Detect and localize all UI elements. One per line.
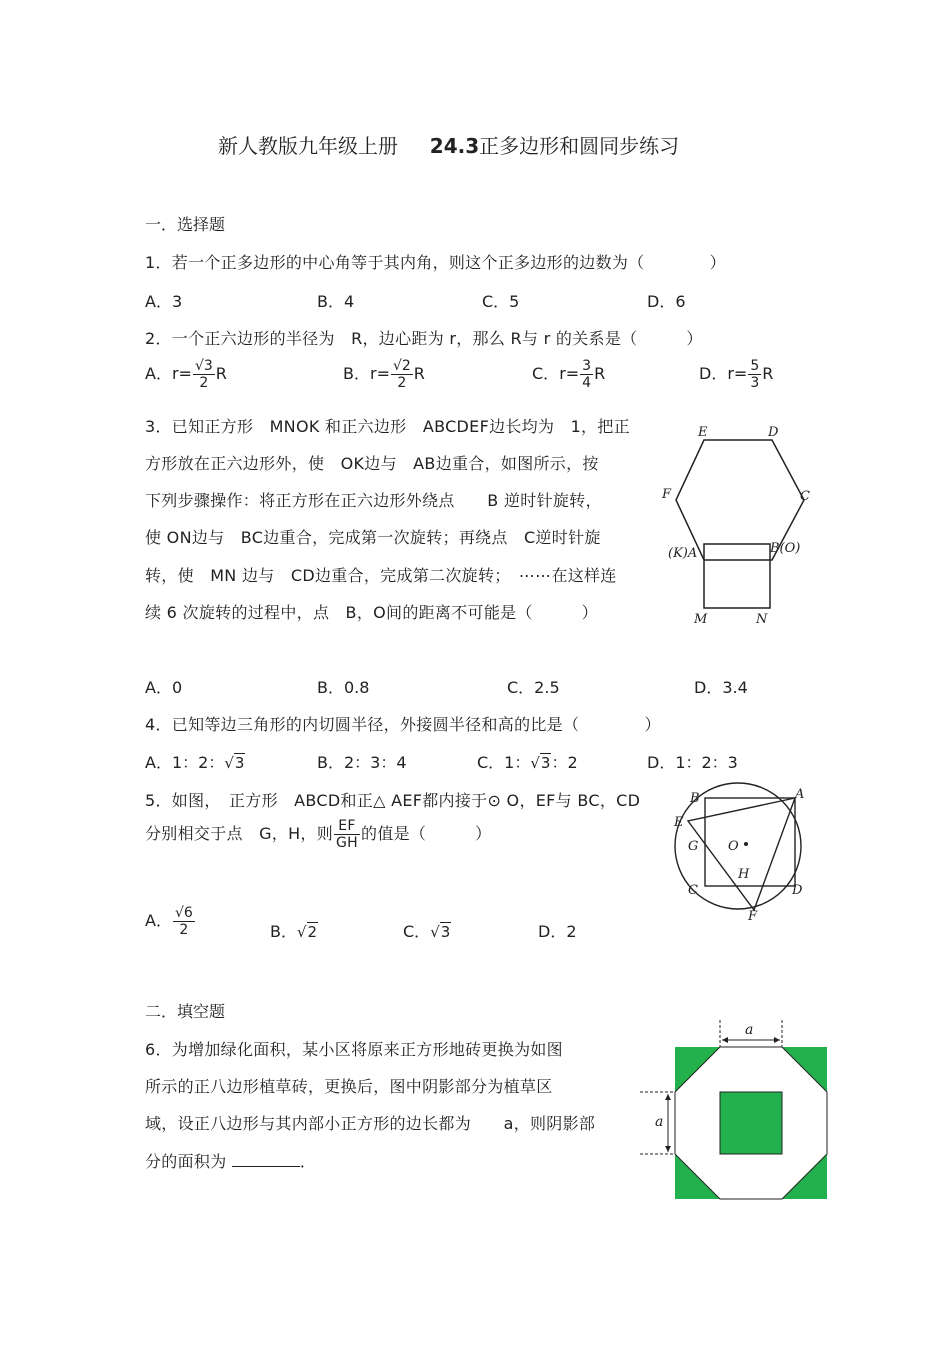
label-c: C	[688, 883, 698, 898]
q5-line-2: 分别相交于点 G，H，则 $\frac{EF}{GH}$ 的值是（ ）	[145, 818, 492, 851]
arrow-head	[774, 1037, 780, 1043]
inner-green-square	[720, 1092, 782, 1154]
q3-hexagon-square-figure	[660, 420, 820, 635]
q1-option-a: A．3	[145, 292, 183, 311]
title-num: 24.3	[429, 134, 480, 158]
q5-option-c: C．√3	[403, 922, 451, 941]
q1-option-c: C．5	[482, 292, 520, 311]
q5-option-a: A． $\frac{√6}{2}$	[145, 905, 193, 938]
label-c: C	[800, 489, 810, 504]
q4-option-a: A．1：2：√3	[145, 753, 245, 772]
sqrt-symbol: √3	[430, 923, 451, 941]
fraction: $\frac{√6}{2}$	[174, 905, 193, 938]
arrow-head	[665, 1146, 671, 1152]
label-g: G	[688, 839, 699, 854]
q6-line-4: 分的面积为 ．	[145, 1152, 317, 1171]
q4-stem: 4．已知等边三角形的内切圆半径，外接圆半径和高的比是（ ）	[145, 715, 661, 734]
q5-option-d: D．2	[538, 922, 577, 941]
q4-option-b: B．2：3：4	[317, 753, 407, 772]
center-dot	[744, 842, 748, 846]
q2-option-b: B．r= $\frac{√2}{2}$ R	[343, 358, 425, 391]
q5-option-b: B．√2	[270, 922, 318, 941]
q6-octagon-tile-figure	[640, 1020, 830, 1202]
q5-line-1: 5．如图， 正方形 ABCD和正△ AEF都内接于⊙ O，EF与 BC，CD	[145, 791, 641, 810]
label-a-left: a	[655, 1114, 664, 1130]
q2-option-a: A．r= $\frac{√3}{2}$ R	[145, 358, 227, 391]
q4-option-d: D．1：2：3	[647, 753, 738, 772]
q6-line-2: 所示的正八边形植草砖，更换后，图中阴影部分为植草区	[145, 1077, 553, 1096]
label-d: D	[792, 883, 803, 898]
fraction: $\frac{√3}{2}$	[194, 358, 213, 391]
square-abcd	[705, 798, 795, 886]
label-e: E	[698, 425, 708, 440]
label-f: F	[662, 487, 672, 502]
fraction: $\frac{3}{4}$	[582, 358, 592, 391]
q3-line-2: 方形放在正六边形外，使 OK边与 AB边重合，如图所示，按	[145, 454, 599, 473]
q3-option-c: C．2.5	[507, 678, 560, 697]
page-title	[218, 130, 679, 159]
q3-line-5: 转，使 MN 边与 CD边重合，完成第二次旋转； ⋯⋯在这样连	[145, 566, 617, 585]
sqrt-symbol: √3	[530, 754, 551, 772]
q3-option-b: B．0.8	[317, 678, 370, 697]
q4-option-c: C．1：√3：2	[477, 753, 578, 772]
label-o: O	[728, 839, 739, 854]
q2-option-c: C．r= $\frac{3}{4}$ R	[532, 358, 606, 391]
fraction: $\frac{5}{3}$	[750, 358, 760, 391]
title-tail: 正多边形和圆同步练习	[479, 134, 680, 158]
label-d: D	[768, 425, 779, 440]
label-a: A	[795, 787, 805, 802]
q3-option-d: D．3.4	[694, 678, 748, 697]
q1-option-b: B．4	[317, 292, 355, 311]
label-a-top: a	[745, 1022, 754, 1038]
q6-line-3: 域，设正八边形与其内部小正方形的边长都为 a，则阴影部	[145, 1114, 596, 1133]
arrow-head	[665, 1094, 671, 1100]
fraction: $\frac{√2}{2}$	[392, 358, 411, 391]
q3-line-1: 3．已知正方形 MNOK 和正六边形 ABCDEF边长均为 1，把正	[145, 417, 630, 436]
q3-line-6: 续 6 次旋转的过程中，点 B，O间的距离不可能是（ ）	[145, 603, 598, 622]
arrow-head	[722, 1037, 728, 1043]
sqrt-symbol: √2	[296, 923, 318, 941]
q3-option-a: A．0	[145, 678, 183, 697]
label-e: E	[674, 815, 684, 830]
label-h: H	[738, 867, 750, 882]
q2-option-d: D．r= $\frac{5}{3}$ R	[699, 358, 774, 391]
q5-circle-figure	[668, 782, 813, 920]
q2-stem: 2．一个正六边形的半径为 R，边心距为 r，那么 R与 r 的关系是（ ）	[145, 329, 703, 348]
label-m: M	[694, 612, 708, 627]
square-shape	[704, 544, 770, 608]
q6-line-1: 6．为增加绿化面积，某小区将原来正方形地砖更换为如图	[145, 1040, 563, 1059]
section-choice-heading: 一．选择题	[145, 215, 226, 234]
fraction-ef-gh: $\frac{EF}{GH}$	[336, 818, 359, 851]
label-bo: B(O)	[770, 541, 801, 556]
label-b: B	[690, 791, 700, 806]
title-main: 新人教版九年级上册	[218, 134, 398, 158]
q1-stem: 1．若一个正多边形的中心角等于其内角，则这个正多边形的边数为（ ）	[145, 253, 726, 272]
q3-line-4: 使 ON边与 BC边重合，完成第一次旋转；再绕点 C逆时针旋	[145, 528, 601, 547]
label-n: N	[756, 612, 768, 627]
q3-line-3: 下列步骤操作：将正方形在正六边形外绕点 B 逆时针旋转，	[145, 491, 602, 510]
section-fill-heading: 二．填空题	[145, 1002, 226, 1021]
sqrt-symbol: √3	[224, 754, 245, 772]
label-ka: (K)A	[668, 546, 698, 561]
q1-option-d: D．6	[647, 292, 686, 311]
answer-blank	[232, 1152, 300, 1167]
label-f: F	[748, 909, 758, 920]
